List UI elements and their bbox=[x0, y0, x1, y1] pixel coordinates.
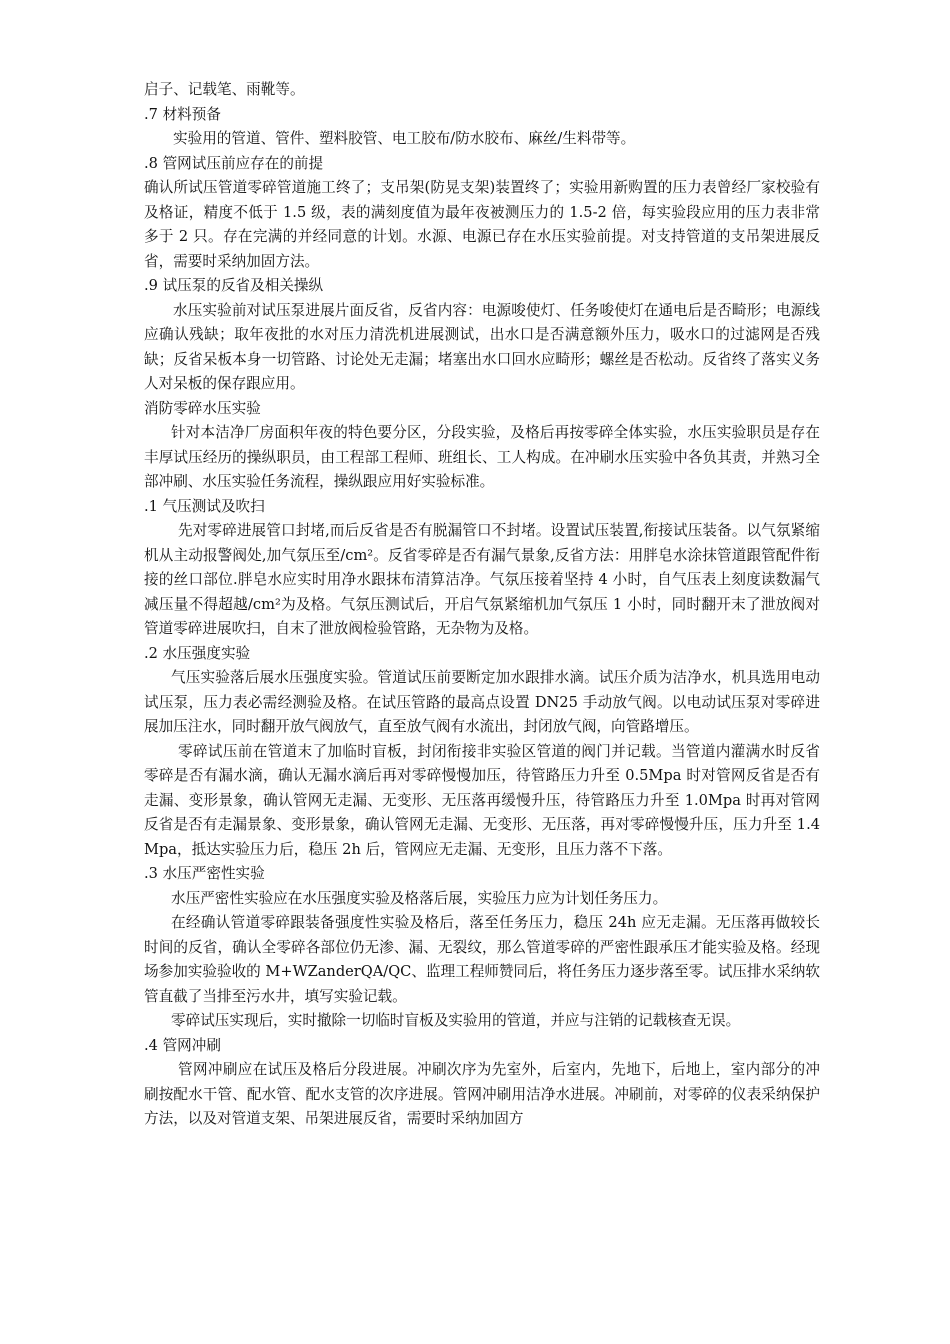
paragraph-pump-check: 水压实验前对试压泵进展片面反省，反省内容：电源唆使灯、任务唆使灯在通电后是否畸形；电源线应确认残缺；取年夜批的水对压力清洗机进展测试，出水口是否满意额外压力，吸水口的过滤网是否残缺；反省呆板本身一切管路、讨论处无走漏；堵塞出水口回水应畸形；螺丝是否松动。反省终了落实义务人对呆板的保存跟应用。 bbox=[144, 301, 820, 392]
document-page bbox=[144, 78, 820, 1132]
section-heading-flushing: .4 管网冲刷 bbox=[144, 1036, 221, 1054]
paragraph-fire-system-test: 针对本洁净厂房面积年夜的特色要分区，分段实验，及格后再按零碎全体实验，水压实验职员是存在丰厚试压经历的操纵职员，由工程部工程师、班组长、工人构成。在冲刷水压实验中各负其责，并熟习全部冲刷、水压实验任务流程，操纵跟应用好实验标准。 bbox=[144, 424, 820, 490]
section-heading-strength-test: .2 水压强度实验 bbox=[144, 644, 251, 662]
section-heading-air-test: .1 气压测试及吹扫 bbox=[144, 497, 265, 515]
paragraph-air-test: 先对零碎进展管口封堵,而后反省是否有脱漏管口不封堵。设置试压装置,衔接试压装备。以气氛紧缩机从主动报警阀处,加气氛压至/cm²。反省零碎是否有漏气景象,反省方法：用胖皂水涂抹管道跟管配件衔接的丝口部位.胖皂水应实时用净水跟抹布清算洁净。气氛压接着坚持 4 小时，自气压表上刻度读数漏气减压量不得超越/cm²为及格。气氛压测试后，开启气氛紧缩机加气氛压 1 小时，同时翻开末了泄放阀对管道零碎进展吹扫，自末了泄放阀检验管路，无杂物为及格。 bbox=[144, 522, 820, 637]
paragraph-materials: 实验用的管道、管件、塑料胶管、电工胶布/防水胶布、麻丝/生料带等。 bbox=[173, 130, 636, 147]
paragraph-tightness-test-1: 水压严密性实验应在水压强度实验及格落后展，实验压力应为计划任务压力。 bbox=[171, 889, 668, 907]
section-heading-pump-check: .9 试压泵的反省及相关操纵 bbox=[144, 277, 324, 294]
section-heading-tightness-test: .3 水压严密性实验 bbox=[144, 865, 265, 882]
section-heading-preconditions: .8 管网试压前应存在的前提 bbox=[144, 154, 324, 172]
paragraph-strength-test-2: 零碎试压前在管道末了加临时盲板，封闭衔接非实验区管道的阀门并记载。当管道内灌满水时反省零碎是否有漏水滴，确认无漏水滴后再对零碎慢慢加压，待管路压力升至 0.5Mpa 时对管网反省是否有走漏、变形景象，确认管网无走漏、无变形、无压落再缓慢升压，待管路压力升至 1.0Mpa 时再对管网反省是否有走漏景象、变形景象，确认管网无走漏、无变形、无压落，再对零碎慢慢升压，压力升至 1.4Mpa，抵达实验压力后，稳压 2h 后，管网应无走漏、无变形，且压力落不下落。 bbox=[144, 742, 820, 858]
paragraph-tightness-test-2: 在经确认管道零碎跟装备强度性实验及格后，落至任务压力，稳压 24h 应无走漏。无压落再做较长时间的反省，确认全零碎各部位仍无渗、漏、无裂纹，那么管道零碎的严密性跟承压才能实验及格。经现场参加实验验收的 M+WZanderQA/QC、监理工程师赞同后，将任务压力逐步落至零。试压排水采纳软管直截了当排至污水井，填写实验记载。 bbox=[144, 914, 820, 1005]
paragraph-preconditions: 确认所试压管道零碎管道施工终了；支吊架(防晃支架)装置终了；实验用新购置的压力表曾经厂家校验有及格证，精度不低于 1.5 级，表的满刻度值为最年夜被测压力的 1.5-2 倍，每实验段应用的压力表非常多于 2 只。存在完满的并经同意的计划。水源、电源已存在水压实验前提。对支持管道的支吊架进展反省，需要时采纳加固方法。 bbox=[144, 179, 820, 270]
paragraph-tightness-test-3: 零碎试压实现后，实时撤除一切临时盲板及实验用的管道，并应与注销的记载核查无误。 bbox=[171, 1012, 741, 1029]
section-heading-fire-system-test: 消防零碎水压实验 bbox=[144, 399, 261, 417]
paragraph-flushing: 管网冲刷应在试压及格后分段进展。冲刷次序为先室外，后室内，先地下，后地上，室内部分的冲刷按配水干管、配水管、配水支管的次序进展。管网冲刷用洁净水进展。冲刷前，对零碎的仪表采纳保护方法，以及对管道支架、吊架进展反省，需要时采纳加固方 bbox=[144, 1061, 820, 1127]
paragraph-strength-test-1: 气压实验落后展水压强度实验。管道试压前要断定加水跟排水滴。试压介质为洁净水，机具选用电动试压泵，压力表必需经测验及格。在试压管路的最高点设置 DN25 手动放气阀。以电动试压泵对零碎进展加压注水，同时翻开放气阀放气，直至放气阀有水流出，封闭放气阀，向管路增压。 bbox=[144, 669, 820, 735]
section-heading-materials: .7 材料预备 bbox=[144, 105, 221, 123]
paragraph-1: 启子、记载笔、雨靴等。 bbox=[144, 81, 305, 98]
